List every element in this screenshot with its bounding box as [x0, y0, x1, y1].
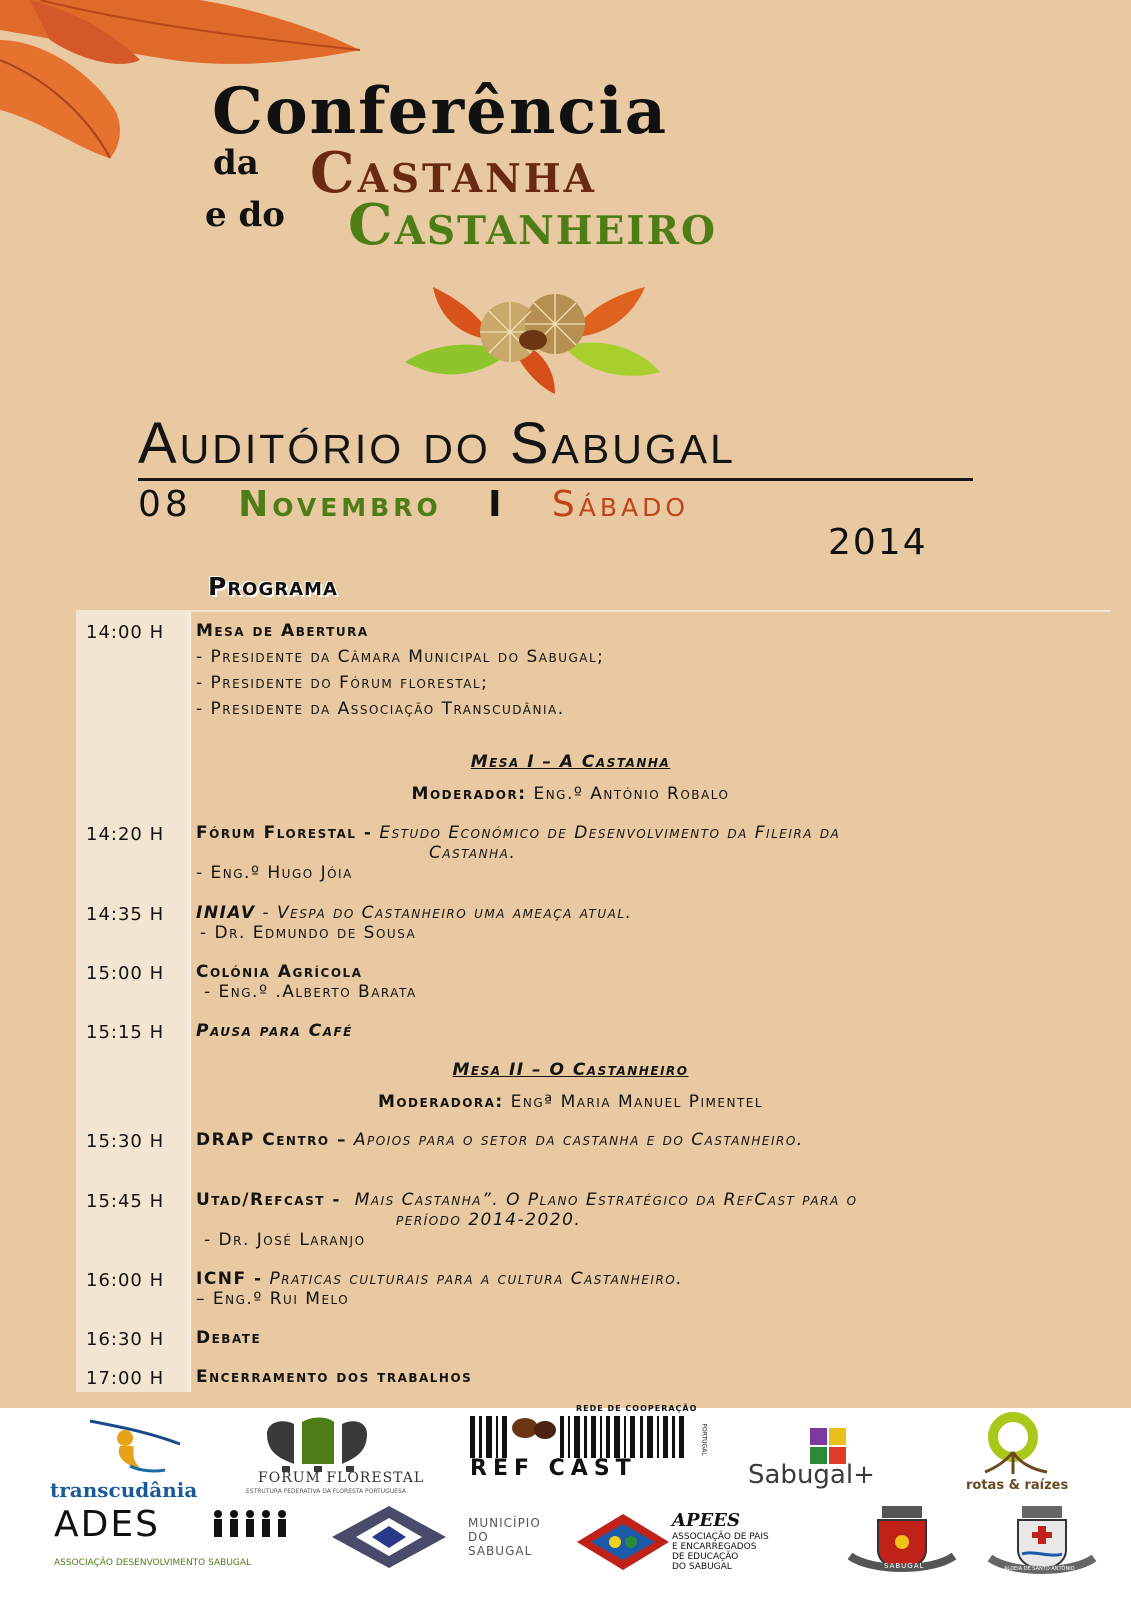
mesa-2-moderator	[0, 1092, 1131, 1112]
program-speaker: – Eng.º Rui Melo	[196, 1289, 350, 1309]
logo-refcast-top: REDE DE COOPERAÇÃO	[576, 1404, 698, 1413]
sponsors-footer	[0, 1404, 1131, 1600]
moderator-name: Eng.º António Robalo	[533, 784, 730, 804]
program-speaker: - Dr. Edmundo de Sousa	[200, 923, 417, 943]
program-org: Colónia Agrícola	[196, 962, 363, 982]
mesa-2-title	[0, 1060, 1131, 1080]
logo-refcast: REF CAST	[470, 1456, 637, 1481]
date-day: 08	[138, 484, 192, 525]
date-weekday: Sábado	[551, 484, 690, 525]
program-item: - Presidente da Associação Transcudânia.	[196, 699, 565, 719]
logo-rotas-raizes: rotas & raízes	[966, 1478, 1069, 1493]
ades-people-icon	[210, 1508, 290, 1548]
forum-florestal-logo-icon	[262, 1414, 372, 1474]
logo-ades-sub: ASSOCIAÇÃO DESENVOLVIMENTO SABUGAL	[54, 1558, 252, 1568]
program-talk: Mais Castanha”. O Plano Estratégico da RefCast para o	[354, 1190, 858, 1210]
logo-ades: ADES	[54, 1504, 160, 1545]
program-org: INIAV	[196, 903, 256, 923]
transcudania-logo-icon	[85, 1416, 185, 1476]
logo-apees-sub2: E ENCARREGADOS	[672, 1542, 757, 1552]
program-talk: Apoios para o setor da castanha e do Castanheiro.	[353, 1130, 804, 1150]
conference-title: Conferência	[212, 74, 669, 149]
program-talk-cont: período 2014-2020.	[396, 1210, 582, 1230]
program-talk: Praticas culturais para a cultura Castanheiro.	[269, 1269, 684, 1289]
mesa-1-title-text: Mesa I – A Castanha	[470, 752, 671, 772]
program-column-divider	[188, 612, 191, 1392]
mesa-1-moderator	[0, 784, 1131, 804]
program-heading: Programa	[208, 572, 338, 601]
program-speaker: - Dr. José Laranjo	[204, 1230, 366, 1250]
program-speaker: - Eng.º Hugo Jóia	[196, 863, 353, 883]
refcast-barcode-icon	[470, 1416, 690, 1458]
logo-apees-sub3: DE EDUCAÇÃO	[672, 1552, 739, 1562]
program-item: - Presidente da Câmara Municipal do Sabugal;	[196, 647, 605, 667]
date-year: 2014	[828, 522, 928, 563]
logo-apees-sub4: DO SABUGAL	[672, 1562, 732, 1572]
logo-sabugal-crest: SABUGAL	[884, 1562, 925, 1570]
rotas-raizes-logo-icon	[975, 1412, 1055, 1478]
municipio-logo-icon	[330, 1504, 448, 1570]
event-date	[138, 484, 689, 525]
program-session-title: Mesa de Abertura	[196, 621, 369, 641]
program-top-rule	[76, 610, 1111, 612]
program-time: 16:00 H	[86, 1270, 165, 1291]
venue-underline	[138, 478, 973, 481]
program-item: - Presidente do Fórum florestal;	[196, 673, 489, 693]
logo-apees-sub1: ASSOCIAÇÃO DE PAIS	[672, 1532, 769, 1542]
logo-municipio-2: DO	[468, 1530, 489, 1544]
logo-refcast-side: PORTUGAL	[700, 1423, 708, 1456]
moderator-name: Engª Maria Manuel Pimentel	[510, 1092, 764, 1112]
program-time: 14:35 H	[86, 904, 165, 925]
program-talk: Vespa do Castanheiro uma ameaça atual.	[277, 903, 633, 923]
date-month: Novembro	[238, 484, 442, 525]
program-speaker: - Eng.º .Alberto Barata	[204, 982, 417, 1002]
title-da: da	[213, 143, 259, 183]
program-talk-cont: Castanha.	[429, 843, 517, 863]
logo-forum-florestal: FORUM FLORESTAL	[258, 1470, 425, 1486]
program-session-title: Encerramento dos trabalhos	[196, 1367, 473, 1387]
logo-sabugal-plus: Sabugal+	[748, 1460, 875, 1490]
program-time: 15:15 H	[86, 1022, 165, 1043]
venue-title: Auditório do Sabugal	[138, 411, 736, 476]
logo-forum-florestal-sub: ESTRUTURA FEDERATIVA DA FLORESTA PORTUGUESA	[246, 1488, 406, 1495]
chestnut-leaves-illustration	[405, 282, 665, 397]
program-time: 14:00 H	[86, 622, 165, 643]
program-org: Fórum Florestal -	[196, 823, 373, 843]
moderator-label: Moderadora:	[377, 1092, 504, 1112]
program-org: Utad/Refcast -	[196, 1190, 341, 1210]
program-session-title: Pausa para Café	[196, 1021, 353, 1041]
apees-logo-icon	[575, 1512, 671, 1572]
program-time: 16:30 H	[86, 1329, 165, 1350]
program-time: 15:30 H	[86, 1131, 165, 1152]
program-time: 15:45 H	[86, 1191, 165, 1212]
program-dash: -	[255, 903, 277, 923]
moderator-label: Moderador:	[411, 784, 527, 804]
program-session-title: Debate	[196, 1328, 262, 1348]
sabugal-plus-logo-icon	[810, 1428, 846, 1464]
logo-municipio-3: SABUGAL	[468, 1544, 533, 1558]
program-org: ICNF -	[196, 1269, 263, 1289]
title-castanha: Castanha	[310, 140, 597, 206]
mesa-1-title	[0, 752, 1131, 772]
title-e-do: e do	[205, 195, 285, 235]
program-time: 15:00 H	[86, 963, 165, 984]
logo-municipio-1: MUNICÍPIO	[468, 1516, 541, 1530]
title-castanheiro: Castanheiro	[348, 192, 717, 258]
program-time: 14:20 H	[86, 824, 165, 845]
program-org: DRAP Centro –	[196, 1130, 347, 1150]
mesa-2-title-text: Mesa II – O Castanheiro	[452, 1060, 689, 1080]
program-time: 17:00 H	[86, 1368, 165, 1389]
date-separator: I	[488, 484, 506, 525]
logo-apees: APEES	[672, 1510, 740, 1531]
program-talk: Estudo Económico de Desenvolvimento da Fileira da	[379, 823, 841, 843]
logo-transcudania: transcudânia	[50, 1478, 198, 1502]
logo-aldeia-crest: ALDEIA DE SANTO ANTÓNIO	[1004, 1566, 1075, 1572]
